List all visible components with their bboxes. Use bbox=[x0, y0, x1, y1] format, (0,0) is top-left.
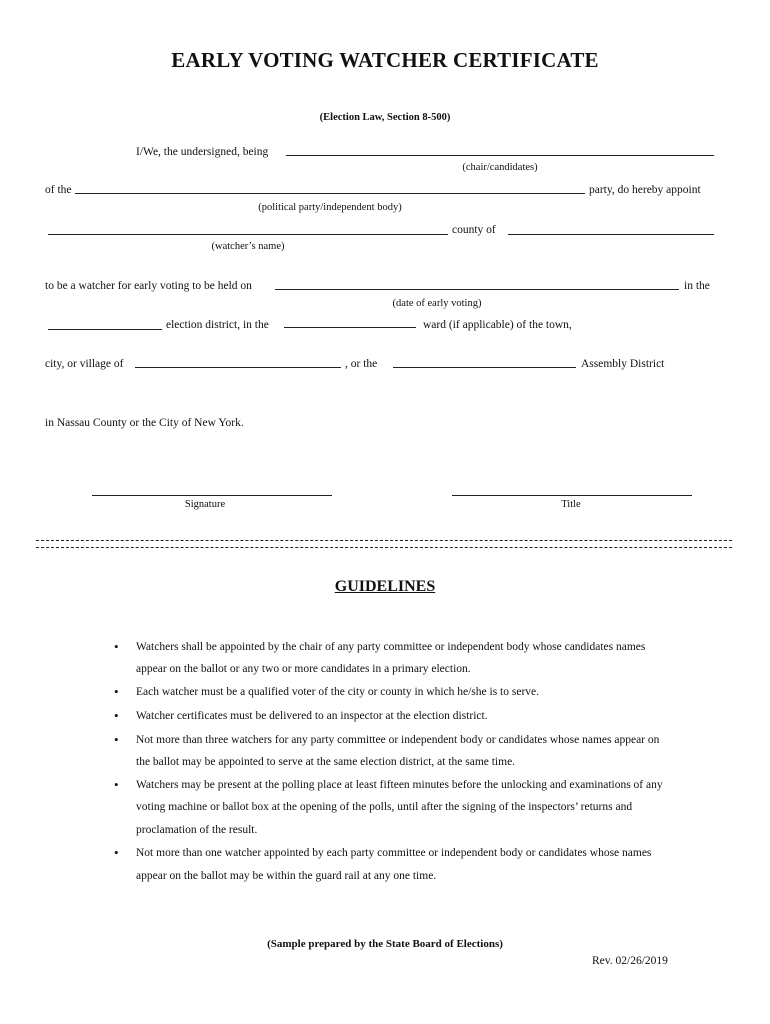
page-title: EARLY VOTING WATCHER CERTIFICATE bbox=[171, 48, 599, 72]
bullet-icon: • bbox=[114, 684, 119, 699]
guideline-item-3-line-1: Watcher certificates must be delivered to an inspector at the election district. bbox=[136, 710, 488, 722]
early-voting-date-field[interactable] bbox=[275, 289, 679, 290]
early-voting-date-hint: (date of early voting) bbox=[392, 298, 482, 309]
location-text: in Nassau County or the City of New York. bbox=[45, 417, 244, 429]
watcher-name-hint: (watcher’s name) bbox=[211, 241, 285, 252]
guideline-item-6-line-2: appear on the ballot may be within the guard rail at any one time. bbox=[136, 870, 437, 882]
guideline-item-5-line-2: voting machine or ballot box at the opening of the polls, until after the signing of the inspectors’ returns and bbox=[136, 801, 633, 813]
bullet-icon: • bbox=[114, 777, 119, 792]
signature-field[interactable] bbox=[92, 495, 332, 496]
ward-field[interactable] bbox=[284, 327, 416, 328]
county-field[interactable] bbox=[508, 234, 714, 235]
guidelines-heading: GUIDELINES bbox=[334, 578, 436, 595]
guideline-item-1-line-2: appear on the ballot or any two or more candidates in a primary election. bbox=[136, 663, 471, 675]
guideline-item-2-line-1: Each watcher must be a qualified voter of the city or county in which he/she is to serve. bbox=[136, 686, 540, 698]
city-village-field[interactable] bbox=[135, 367, 341, 368]
undersigned-label: I/We, the undersigned, being bbox=[136, 146, 269, 158]
watcher-early-voting-label: to be a watcher for early voting to be held on bbox=[45, 280, 252, 292]
political-party-hint: (political party/independent body) bbox=[258, 202, 402, 213]
page-subtitle: (Election Law, Section 8-500) bbox=[319, 112, 451, 123]
city-village-label: city, or village of bbox=[45, 358, 124, 370]
chair-candidates-field[interactable] bbox=[286, 155, 714, 156]
guideline-item-6-line-1: Not more than one watcher appointed by each party committee or independent body or candidates whose names bbox=[136, 847, 652, 859]
appoint-label: party, do hereby appoint bbox=[589, 184, 701, 196]
election-district-field[interactable] bbox=[48, 329, 162, 330]
or-the-label: , or the bbox=[345, 358, 378, 370]
assembly-district-label: Assembly District bbox=[581, 358, 665, 370]
bullet-icon: • bbox=[114, 732, 119, 747]
bullet-icon: • bbox=[114, 845, 119, 860]
prepared-by-note: (Sample prepared by the State Board of Elections) bbox=[267, 938, 503, 950]
chair-candidates-hint: (chair/candidates) bbox=[462, 162, 538, 173]
in-the-label: in the bbox=[684, 280, 710, 292]
title-label: Title bbox=[561, 499, 581, 510]
guideline-item-4-line-1: Not more than three watchers for any party committee or independent body or candidates whose names appear on bbox=[136, 734, 660, 746]
county-of-label: county of bbox=[452, 224, 496, 236]
assembly-district-field[interactable] bbox=[393, 367, 576, 368]
bullet-icon: • bbox=[114, 708, 119, 723]
signature-label: Signature bbox=[184, 499, 226, 510]
ward-label: ward (if applicable) of the town, bbox=[423, 319, 572, 331]
revision-date: Rev. 02/26/2019 bbox=[592, 955, 668, 967]
guideline-item-5-line-3: proclamation of the result. bbox=[136, 824, 258, 836]
of-the-label: of the bbox=[45, 184, 72, 196]
bullet-icon: • bbox=[114, 639, 119, 654]
election-district-label: election district, in the bbox=[166, 319, 269, 331]
watcher-name-field[interactable] bbox=[48, 234, 448, 235]
title-field[interactable] bbox=[452, 495, 692, 496]
section-divider bbox=[36, 540, 732, 548]
guideline-item-4-line-2: the ballot may be appointed to serve at the same election district, at the same time. bbox=[136, 756, 516, 768]
guideline-item-5-line-1: Watchers may be present at the polling place at least fifteen minutes before the unlocking and examinations of any bbox=[136, 779, 663, 791]
guideline-item-1-line-1: Watchers shall be appointed by the chair of any party committee or independent body whose candidates names bbox=[136, 641, 646, 653]
political-party-field[interactable] bbox=[75, 193, 585, 194]
